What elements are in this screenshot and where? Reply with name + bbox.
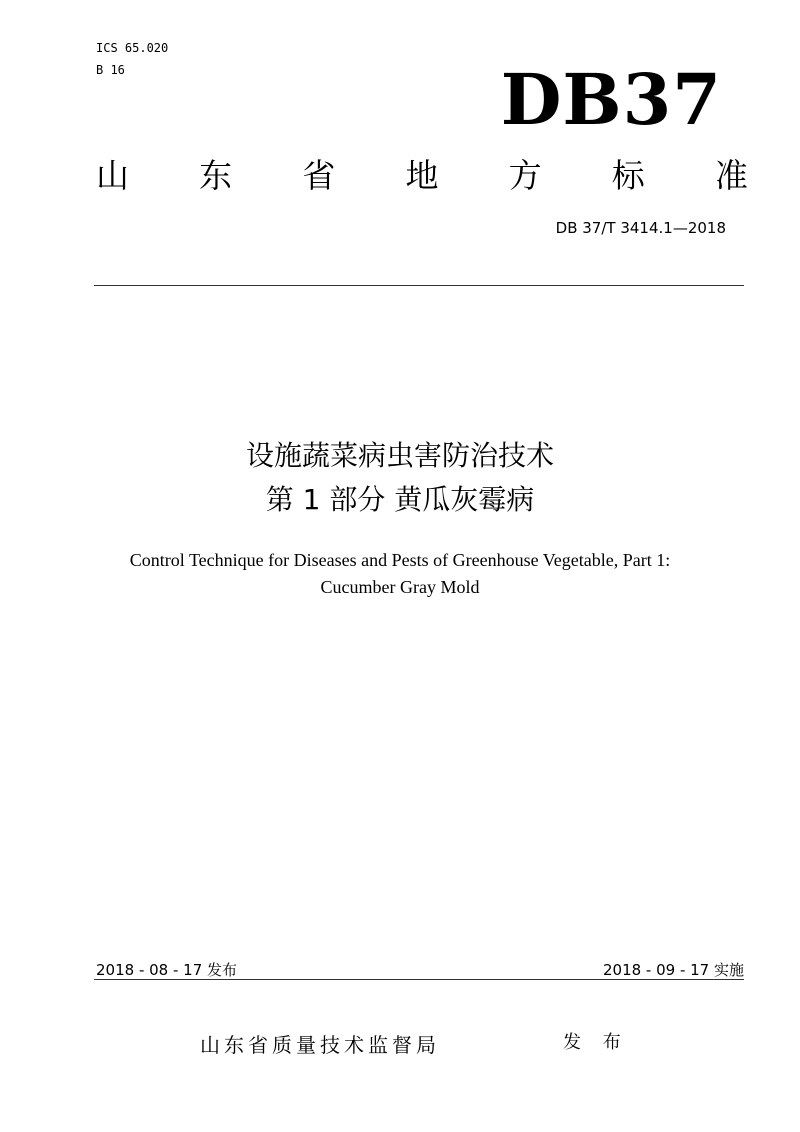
standard-type-char: 方 [508, 156, 542, 195]
standard-type-char: 省 [302, 156, 336, 195]
issue-date: 2018 - 08 - 17 发布 [96, 961, 238, 979]
top-divider [94, 285, 744, 286]
ccs-code: B 16 [96, 63, 125, 77]
implementation-date: 2018 - 09 - 17 实施 [602, 961, 744, 979]
title-en-line-1: Control Technique for Diseases and Pests of Greenhouse Vegetable, Part 1: [129, 550, 671, 570]
issuing-authority: 山东省质量技术监督局 [200, 1033, 440, 1057]
standard-type-char: 标 [611, 156, 645, 195]
issue-label: 发 布 [563, 1032, 629, 1053]
standard-type-char: 准 [714, 156, 748, 195]
standard-type-char: 地 [405, 156, 439, 195]
ics-code: ICS 65.020 [96, 41, 169, 55]
standard-number: DB 37/T 3414.1—2018 [555, 219, 726, 237]
standard-type-char: 东 [199, 156, 233, 195]
db-mark: DB37 [500, 58, 722, 141]
bottom-divider [94, 979, 744, 980]
title-cn-part: 第 1 部分 黄瓜灰霉病 [265, 483, 535, 516]
standard-type-char: 山 [96, 156, 129, 195]
title-cn-main: 设施蔬菜病虫害防治技术 [245, 439, 554, 472]
title-en-line-2: Cucumber Gray Mold [320, 577, 480, 597]
standard-type-title [96, 153, 748, 199]
